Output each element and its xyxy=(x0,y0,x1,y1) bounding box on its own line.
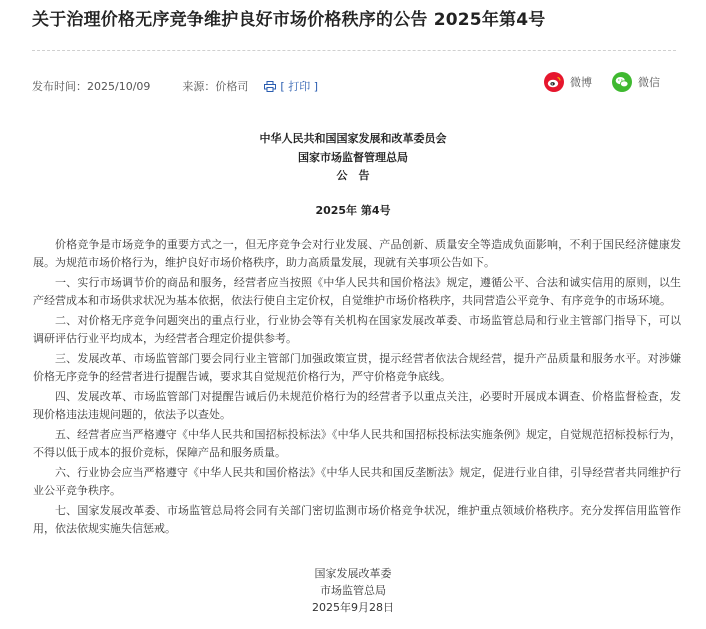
paragraph-6: 六、行业协会应当严格遵守《中华人民共和国价格法》《中华人民共和国反垄断法》规定，促进行业自律，引导经营者共同维护行业公平竞争秩序。 xyxy=(33,466,681,497)
issuer-ndrc: 中华人民共和国国家发展和改革委员会 xyxy=(259,132,447,145)
signature-samr: 市场监管总局 xyxy=(320,584,386,597)
paragraph-2: 二、对价格无序竞争问题突出的重点行业，行业协会等有关机构在国家发展改革委、市场监管总局和行业主管部门指导下，可以调研评估行业平均成本，为经营者合理定价提供参考。 xyxy=(33,314,681,345)
print-label: [ 打印 ] xyxy=(280,80,318,93)
paragraph-5: 五、经营者应当严格遵守《中华人民共和国招标投标法》《中华人民共和国招标投标法实施条例》规定，自觉规范招标投标行为，不得以低于成本的报价竞标，保障产品和服务质量。 xyxy=(33,428,681,459)
printer-icon xyxy=(264,81,276,92)
article-body xyxy=(33,236,681,540)
share-bar xyxy=(524,72,660,92)
article-meta xyxy=(32,78,318,94)
share-weibo-button[interactable] xyxy=(544,72,592,92)
page-title: 关于治理价格无序竞争维护良好市场价格秩序的公告 2025年第4号 xyxy=(32,10,546,30)
signature-ndrc: 国家发展改革委 xyxy=(314,567,392,580)
paragraph-intro: 价格竞争是市场竞争的重要方式之一，但无序竞争会对行业发展、产品创新、质量安全等造成负面影响，不利于国民经济健康发展。为规范市场价格行为，维护良好市场价格秩序，助力高质量发展，现就有关事项公告如下。 xyxy=(33,238,681,269)
signature-date: 2025年9月28日 xyxy=(312,601,394,614)
paragraph-4: 四、发展改革、市场监管部门对提醒告诫后仍未规范价格行为的经营者予以重点关注，必要时开展成本调查、价格监督检查，发现价格违法违规问题的，依法予以查处。 xyxy=(33,390,681,421)
wechat-icon xyxy=(612,72,632,92)
issuer-samr: 国家市场监督管理总局 xyxy=(298,151,408,164)
paragraph-3: 三、发展改革、市场监管部门要会同行业主管部门加强政策宣贯，提示经营者依法合规经营，提升产品质量和服务水平。对涉嫌价格无序竞争的经营者进行提醒告诫，要求其自觉规范价格行为，严守价格竞争底线。 xyxy=(33,352,681,383)
paragraph-7: 七、国家发展改革委、市场监管总局将会同有关部门密切监测市场价格竞争状况，维护重点领域价格秩序。充分发挥信用监管作用，依法依规实施失信惩戒。 xyxy=(33,504,681,535)
doc-type: 公 告 xyxy=(336,169,370,182)
paragraph-1: 一、实行市场调节价的商品和服务，经营者应当按照《中华人民共和国价格法》规定，遵循公平、合法和诚实信用的原则，以生产经营成本和市场供求状况为基本依据，依法行使自主定价权，自觉维护市场价格秩序，共同营造公平竞争、有序竞争的市场环境。 xyxy=(33,276,681,307)
title-divider xyxy=(32,50,676,51)
share-weibo-label: 微博 xyxy=(570,76,592,89)
print-button[interactable] xyxy=(264,78,318,94)
weibo-icon xyxy=(544,72,564,92)
share-wechat-button[interactable] xyxy=(612,72,660,92)
source-label: 来源：价格司 xyxy=(182,80,249,93)
publish-time: 发布时间：2025/10/09 xyxy=(32,80,151,93)
share-wechat-label: 微信 xyxy=(638,76,660,89)
doc-number: 2025年 第4号 xyxy=(315,204,391,217)
